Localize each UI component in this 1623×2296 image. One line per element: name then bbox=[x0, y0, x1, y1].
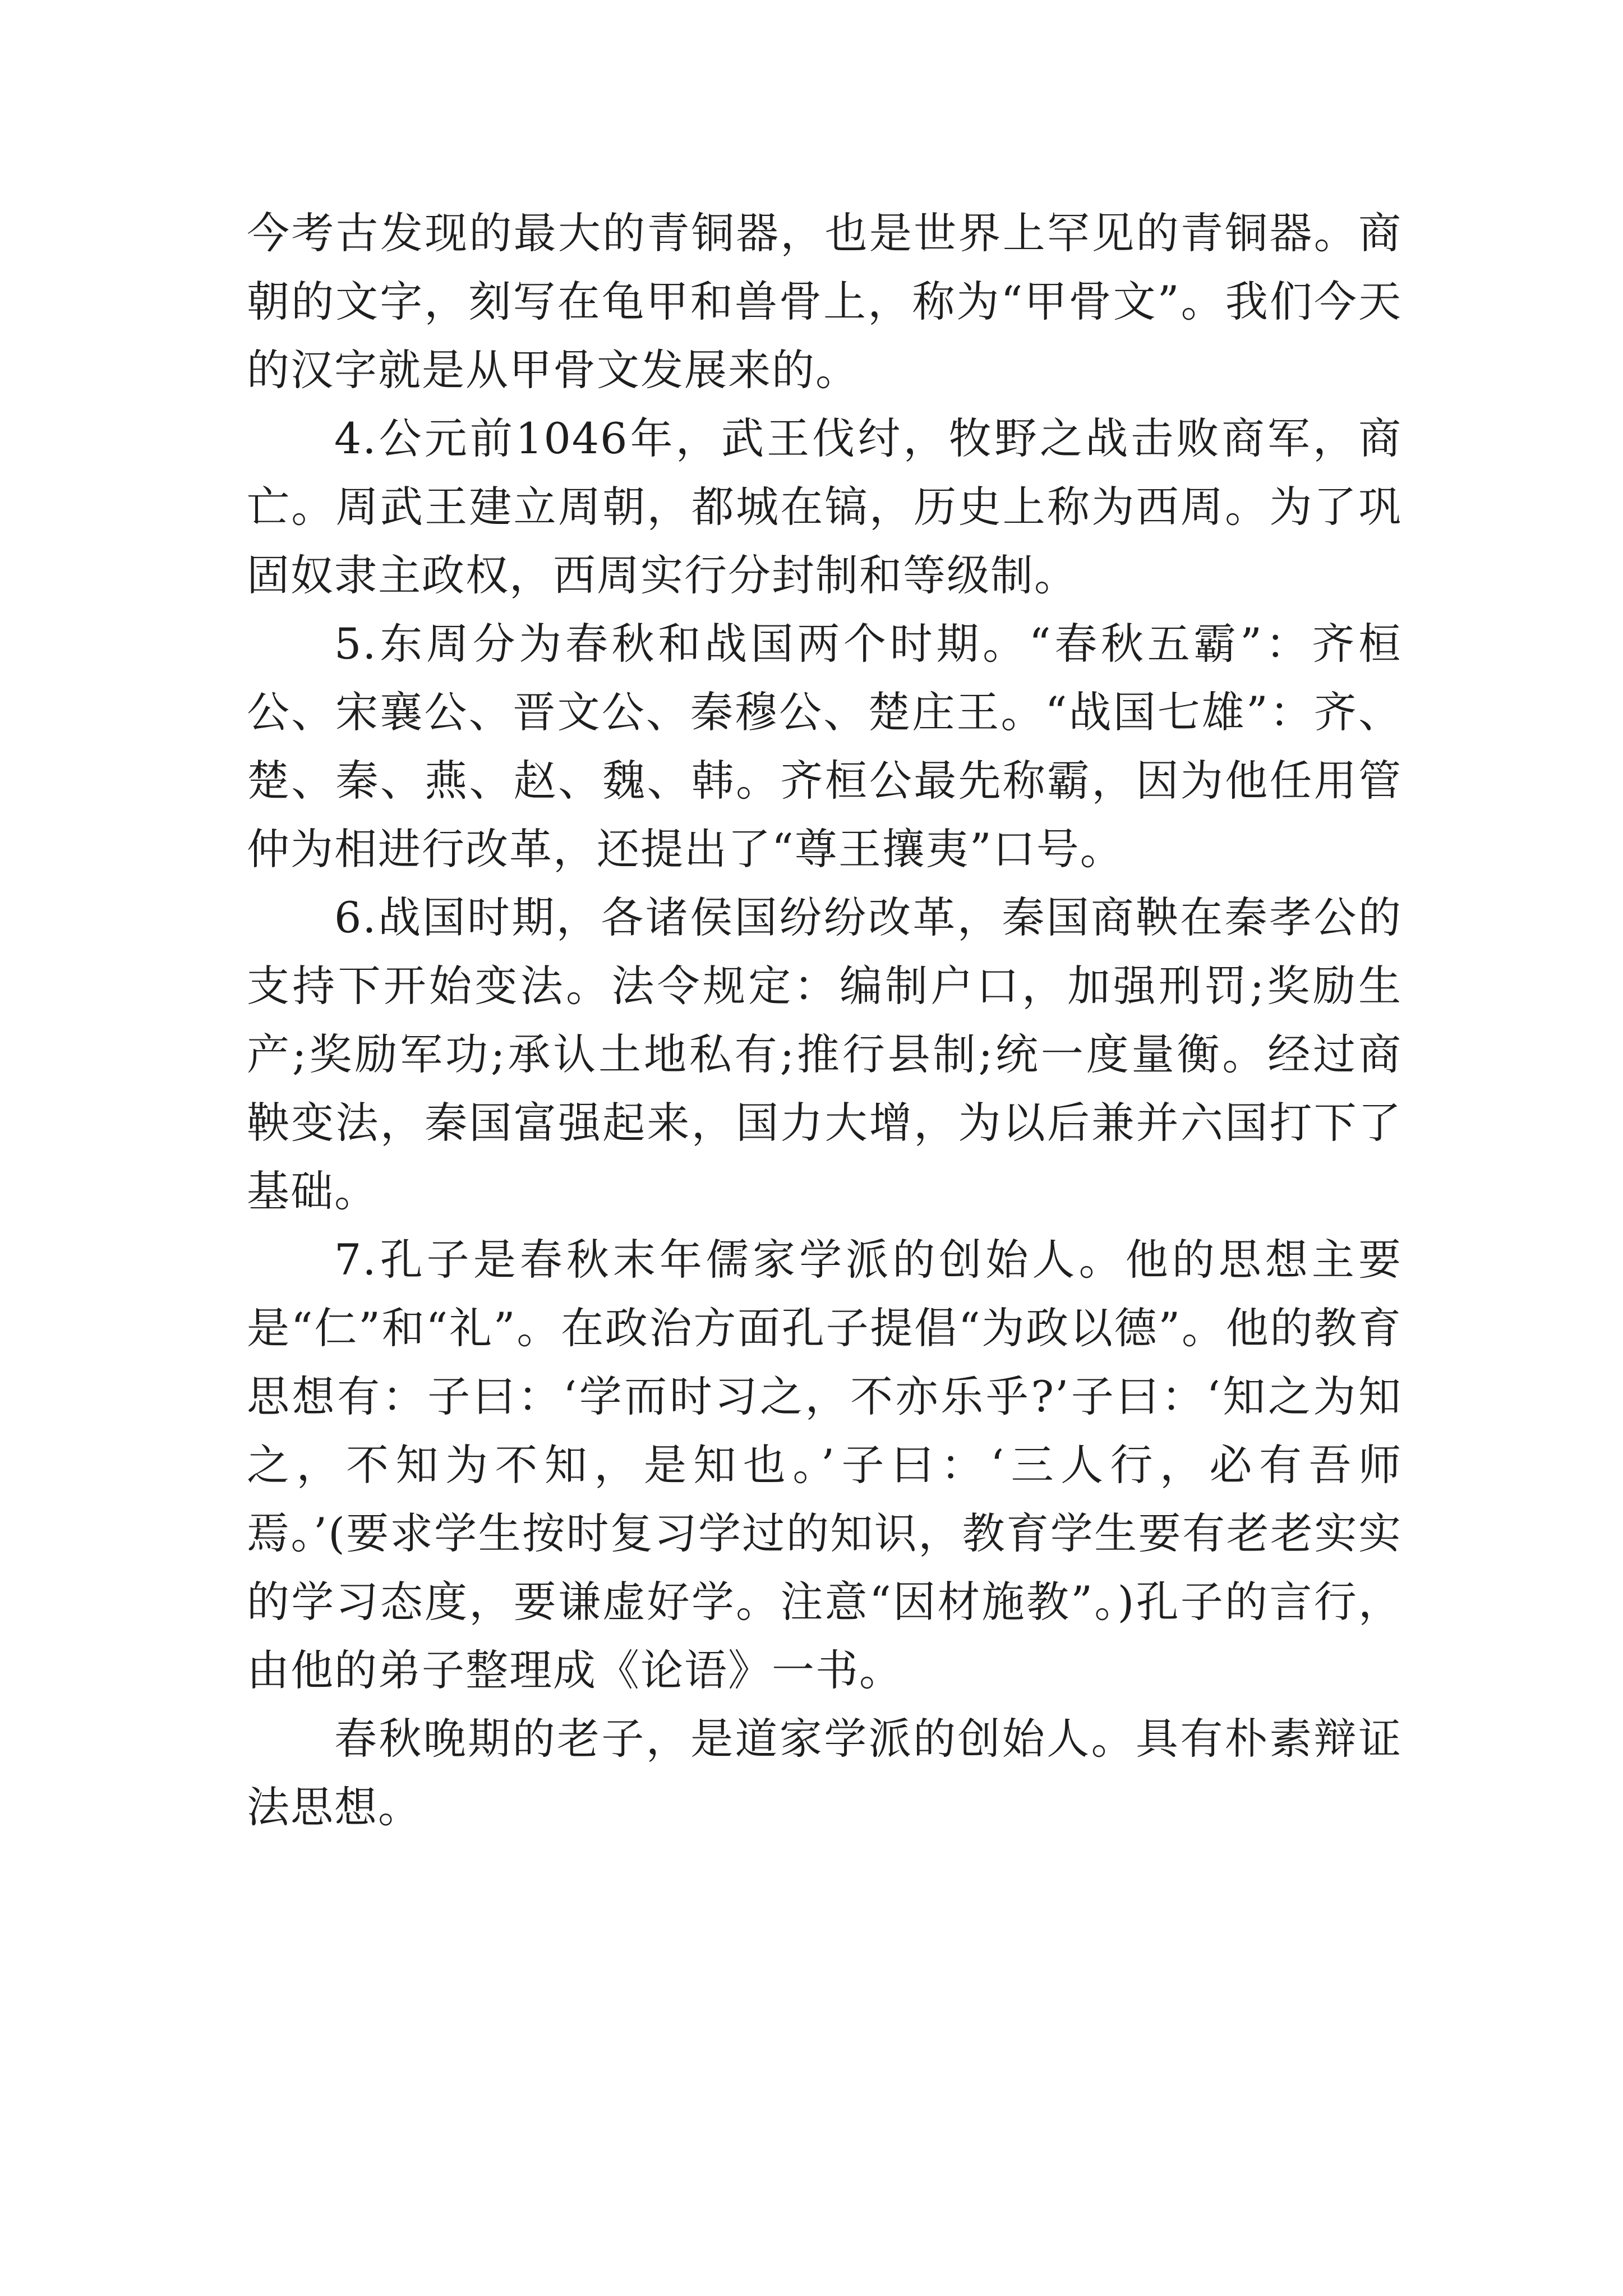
paragraph-point-6: 6.战国时期，各诸侯国纷纷改革，秦国商鞅在秦孝公的支持下开始变法。法令规定：编制户口，加强刑罚;奖励生产;奖励军功;承认土地私有;推行县制;统一度量衡。经过商鞅变法，秦国富强起来，国力大增，为以后兼并六国打下了基础。 bbox=[247, 892, 1402, 1216]
paragraph-point-5: 5.东周分为春秋和战国两个时期。“春秋五霸”：齐桓公、宋襄公、晋文公、秦穆公、楚庄王。“战国七雄”：齐、楚、秦、燕、赵、魏、韩。齐桓公最先称霸，因为他任用管仲为相进行改革，还提出了“尊王攘夷”口号。 bbox=[247, 619, 1402, 874]
paragraph-laozi: 春秋晚期的老子，是道家学派的创始人。具有朴素辩证法思想。 bbox=[247, 1714, 1402, 1832]
paragraph-bronze-continuation: 今考古发现的最大的青铜器，也是世界上罕见的青铜器。商朝的文字，刻写在龟甲和兽骨上，称为“甲骨文”。我们今天的汉字就是从甲骨文发展来的。 bbox=[247, 208, 1402, 395]
paragraph-point-7: 7.孔子是春秋末年儒家学派的创始人。他的思想主要是“仁”和“礼”。在政治方面孔子提倡“为政以德”。他的教育思想有：子曰：‘学而时习之，不亦乐乎?’子曰：‘知之为知之，不知为不知，是知也。’子曰：‘三人行，必有吾师焉。’(要求学生按时复习学过的知识，教育学生要有老老实实的学习态度，要谦虚好学。注意“因材施教”。)孔子的言行，由他的弟子整理成《论语》一书。 bbox=[247, 1235, 1402, 1695]
body-text bbox=[247, 199, 1402, 1842]
paragraph-point-4: 4.公元前1046年，武王伐纣，牧野之战击败商军，商亡。周武王建立周朝，都城在镐，历史上称为西周。为了巩固奴隶主政权，西周实行分封制和等级制。 bbox=[247, 413, 1402, 600]
